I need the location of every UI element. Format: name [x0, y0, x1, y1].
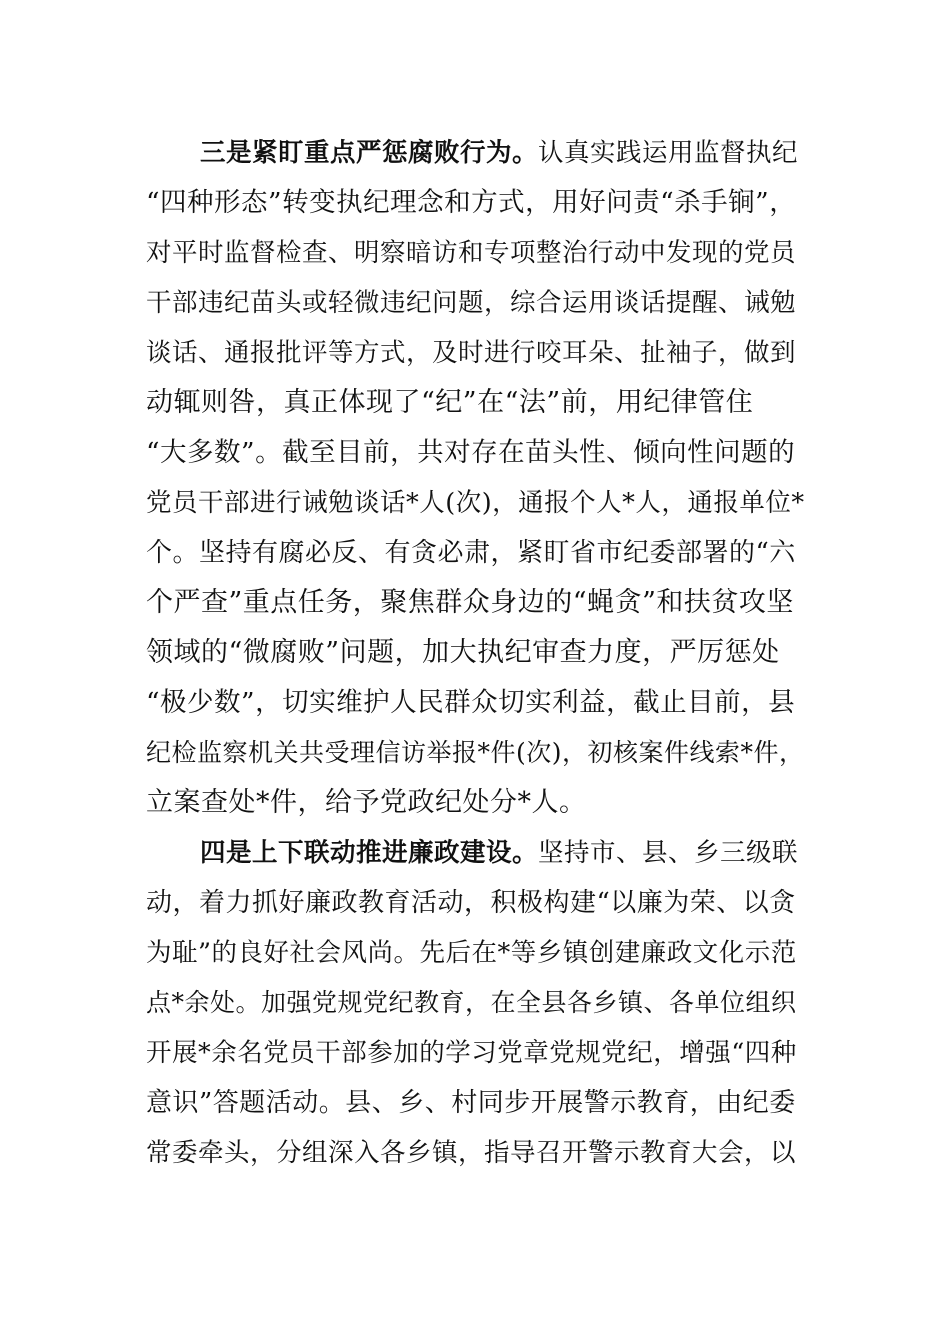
text-line: 动辄则咎，真正体现了“纪”在“法”前，用纪律管住	[146, 387, 754, 418]
text-line: 常委牵头，分组深入各乡镇，指导召开警示教育大会，以	[146, 1138, 797, 1168]
text-line: 意识”答题活动。县、乡、村同步开展警示教育，由纪委	[146, 1088, 796, 1118]
text-line: “极少数”，切实维护人民群众切实利益，截止目前，县	[146, 687, 796, 718]
text-line: 点*余处。加强党规党纪教育，在全县各乡镇、各单位组织	[146, 988, 797, 1017]
text-line: 认真实践运用监督执纪	[538, 138, 799, 168]
paragraph-clean-government	[146, 828, 806, 1178]
text-line: 对平时监督检查、明察暗访和专项整治行动中发现的党员	[146, 238, 797, 268]
paragraph-first-line	[146, 128, 806, 178]
text-line: 开展*余名党员干部参加的学习党章党规党纪，增强“四种	[146, 1038, 797, 1068]
text-line: 党员干部进行诫勉谈话*人(次)，通报个人*人，通报单位*	[146, 488, 805, 518]
paragraph-heading: 三是紧盯重点严惩腐败行为。	[200, 138, 539, 168]
text-line: 干部违纪苗头或轻微违纪问题，综合运用谈话提醒、诫勉	[146, 288, 797, 318]
text-line: 谈话、通报批评等方式，及时进行咬耳朵、扯袖子，做到	[146, 338, 797, 368]
text-line: 领域的“微腐败”问题，加大执纪审查力度，严厉惩处	[146, 637, 780, 668]
paragraph-first-line	[146, 828, 806, 878]
text-line: 坚持市、县、乡三级联	[538, 838, 799, 868]
text-line: “四种形态”转变执纪理念和方式，用好问责“杀手锏”，	[146, 187, 797, 218]
text-line: 立案查处*件，给予党政纪处分*人。	[146, 787, 587, 818]
text-line: 个严查”重点任务，聚焦群众身边的“蝇贪”和扶贫攻坚	[146, 587, 794, 618]
text-line: “大多数”。截至目前，共对存在苗头性、倾向性问题的	[146, 437, 796, 468]
text-line: 动，着力抓好廉政教育活动，积极构建“以廉为荣、以贪	[146, 888, 796, 918]
text-line: 为耻”的良好社会风尚。先后在*等乡镇创建廉政文化示范	[146, 938, 797, 968]
paragraph-heading: 四是上下联动推进廉政建设。	[200, 838, 539, 868]
paragraph-corruption-punishment	[146, 128, 806, 828]
text-line: 纪检监察机关共受理信访举报*件(次)，初核案件线索*件，	[146, 738, 805, 767]
text-line: 个。坚持有腐必反、有贪必肃，紧盯省市纪委部署的“六	[146, 538, 796, 568]
